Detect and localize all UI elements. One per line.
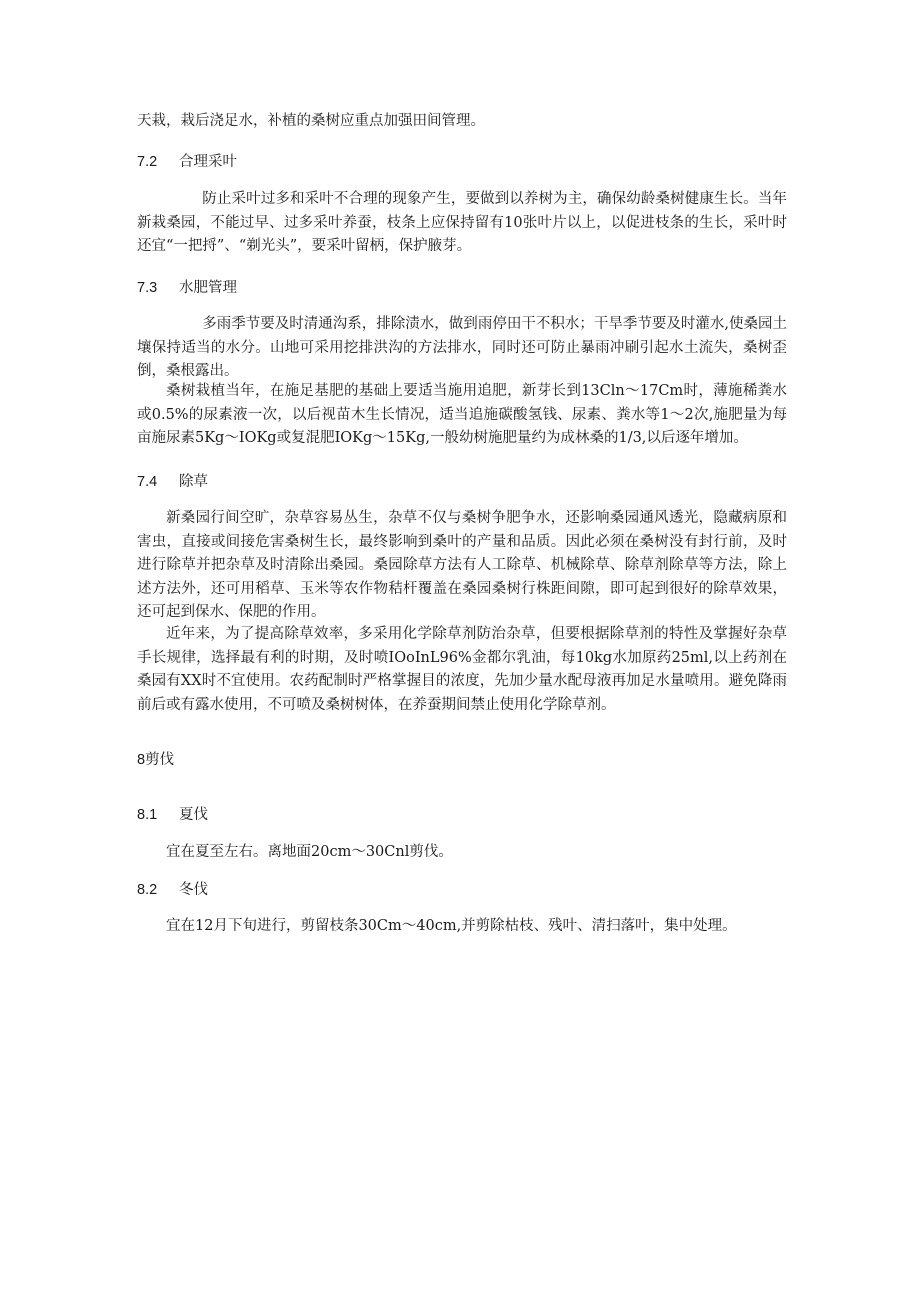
intro-paragraph: 天栽，栽后浇足水，补植的桑树应重点加强田间管理。 <box>137 113 485 129</box>
section-8-2-heading <box>137 880 208 900</box>
section-7-4-paragraph-herbicide: 近年来，为了提高除草效率，多采用化学除草剂防治杂草，但要根据除草剂的特性及掌握好杂草手长规律，选择最有利的时期，及时喷IOoInL96%金都尔乳油，每10kg水加原药25ml,以上药剂在桑园有XX时不宜使用。农药配制时严格掌握目的浓度，先加少量水配母液再加足水量喷用。避免降雨前后或有露水使用，不可喷及桑树树体，在养蚕期间禁止使用化学除草剂。 <box>137 626 787 713</box>
section-7-2-heading <box>137 152 237 172</box>
section-7-3-paragraph-drainage: 多雨季节要及时清通沟系，排除渍水，做到雨停田干不积水；干旱季节要及时灌水,使桑园土壤保持适当的水分。山地可采用挖排洪沟的方法排水，同时还可防止暴雨冲刷引起水土流失，桑树歪倒，桑根露出。 <box>137 316 787 379</box>
section-7-4-paragraph-weeds: 新桑园行间空旷，杂草容易丛生，杂草不仅与桑树争肥争水，还影响桑园通风透光，隐藏病原和害虫，直接或间接危害桑树生长，最终影响到桑叶的产量和品质。因此必须在桑树没有封行前，及时进行除草并把杂草及时清除出桑园。桑园除草方法有人工除草、机械除草、除草剂除草等方法，除上述方法外，还可用稻草、玉米等农作物秸杆覆盖在桑园桑树行株距间隙，即可起到很好的除草效果，还可起到保水、保肥的作用。 <box>137 510 787 620</box>
section-title: 夏伐 <box>179 807 208 823</box>
section-8-heading <box>137 750 174 770</box>
section-number: 7.3 <box>137 280 158 296</box>
section-number: 7.4 <box>137 474 158 490</box>
section-8-1-heading <box>137 805 208 825</box>
section-7-3-paragraph-fertilizer: 桑树栽植当年，在施足基肥的基础上要适当施用追肥，新芽长到13Cln～17Cm时，薄施稀粪水或0.5%的尿素液一次，以后视苗木生长情况，适当追施碳酸氢钱、尿素、粪水等1～2次,施肥量为每亩施尿素5Kg～IOKg或复混肥IOKg～15Kg,一般幼树施肥量约为成林桑的1/3,以后逐年增加。 <box>137 383 787 446</box>
section-number: 8.2 <box>137 882 158 898</box>
section-number: 8 <box>137 752 146 768</box>
section-7-4-heading <box>137 472 208 492</box>
section-title: 除草 <box>179 474 208 490</box>
section-title: 剪伐 <box>145 752 175 768</box>
section-7-2-paragraph: 防止采叶过多和采叶不合理的现象产生，要做到以养树为主，确保幼龄桑树健康生长。当年新栽桑园，不能过早、过多采叶养蚕，枝条上应保持留有10张叶片以上，以促进枝条的生长，采叶时还宜“一把捋”、“剃光头”，要采叶留柄，保护腋芽。 <box>137 191 787 254</box>
section-title: 冬伐 <box>179 882 208 898</box>
section-number: 7.2 <box>137 154 158 170</box>
section-7-3-heading <box>137 278 237 298</box>
section-number: 8.1 <box>137 807 158 823</box>
section-title: 合理采叶 <box>179 154 237 170</box>
section-8-2-paragraph: 宜在12月下旬进行，剪留枝条30Cm～40cm,并剪除枯枝、残叶、清扫落叶，集中处理。 <box>166 918 737 934</box>
section-title: 水肥管理 <box>179 280 237 296</box>
section-8-1-paragraph: 宜在夏至左右。离地面20cm～30Cnl剪伐。 <box>166 844 453 860</box>
